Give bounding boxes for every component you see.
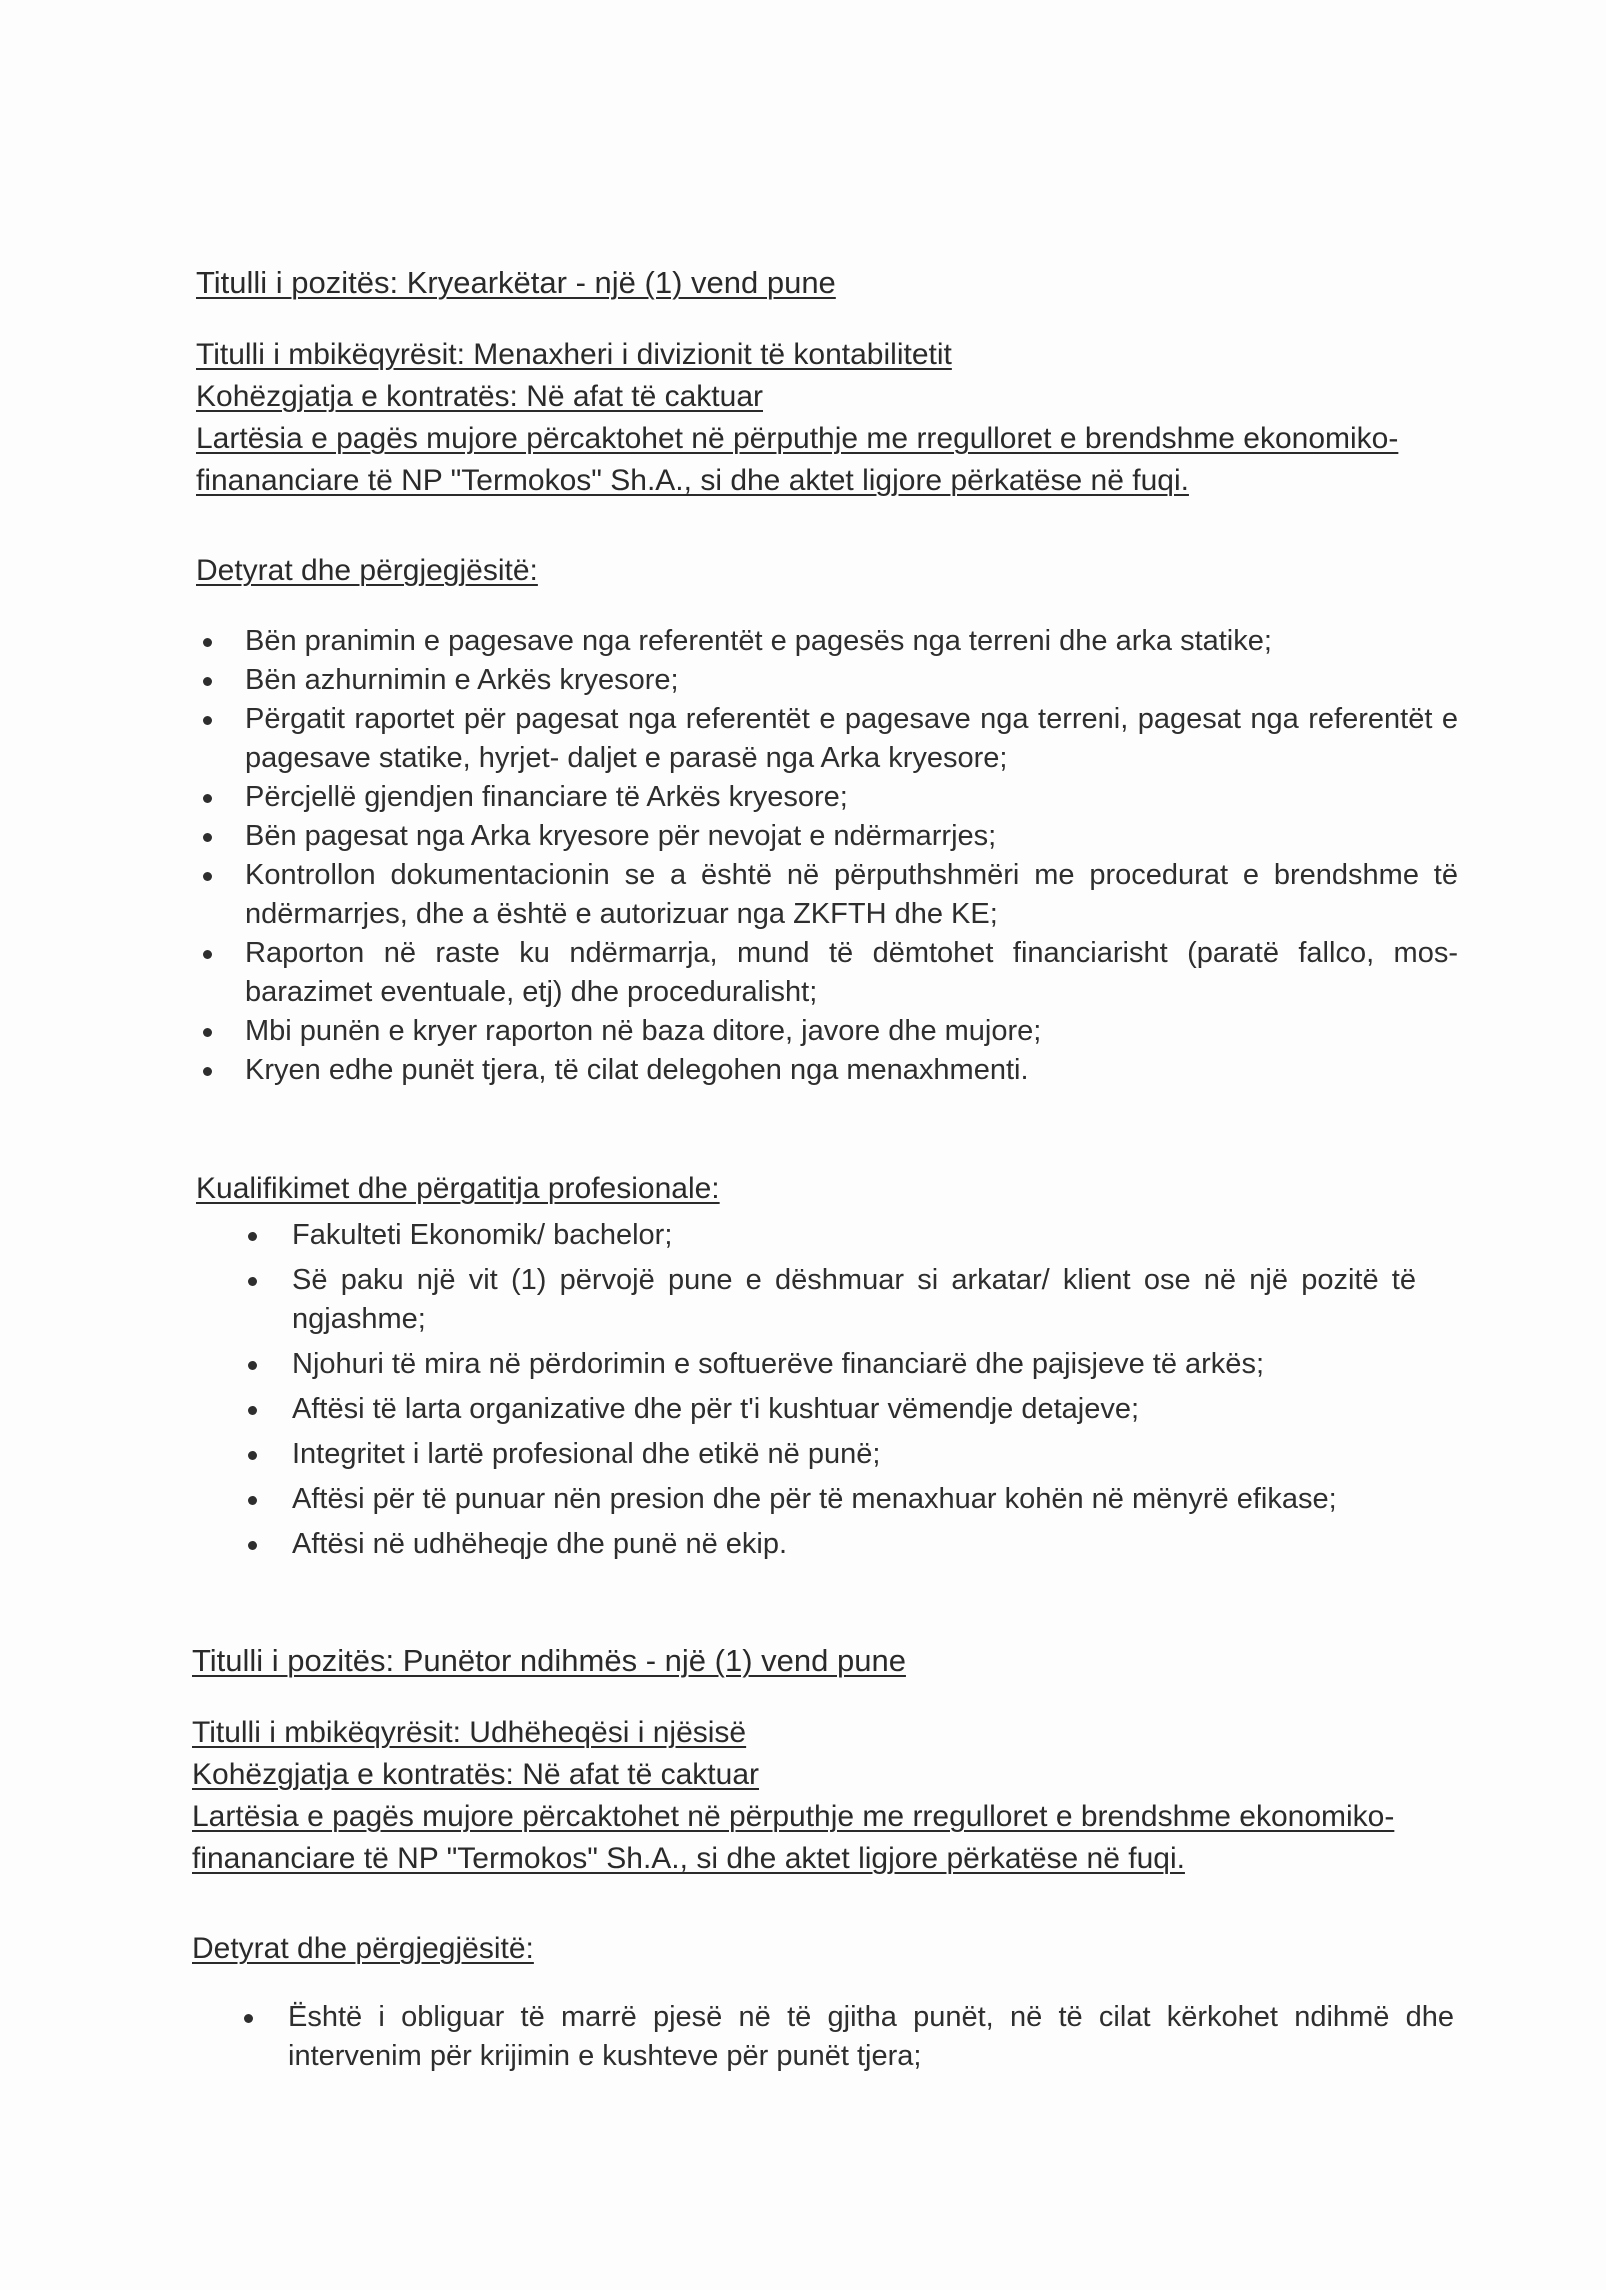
- position2-salary-line2: finananciare të NP "Termokos" Sh.A., si dhe aktet ligjore përkatëse në fuqi.: [192, 1842, 1185, 1875]
- position1-duties-heading-block: [196, 550, 1456, 592]
- position2-duration: Kohëzgjatja e kontratës: Në afat të caktuar: [192, 1758, 759, 1791]
- position1-salary-line2: finananciare të NP "Termokos" Sh.A., si dhe aktet ligjore përkatëse në fuqi.: [196, 464, 1189, 497]
- position2-duties-heading-block: [192, 1928, 1452, 1970]
- position2-duties-heading: Detyrat dhe përgjegjësitë:: [192, 1932, 534, 1965]
- position1-duties-list: [196, 622, 1458, 1090]
- position2-duties-list: [192, 1998, 1454, 2076]
- list-item: Përcjellë gjendjen financiare të Arkës kryesore;: [196, 778, 1458, 817]
- position1-salary-line1: Lartësia e pagës mujore përcaktohet në përputhje me rregulloret e brendshme ekonomiko-: [196, 422, 1399, 455]
- list-item: Së paku një vit (1) përvojë pune e dëshmuar si arkatar/ klient ose në një pozitë të ngjashme;: [196, 1261, 1416, 1339]
- list-item: Kontrollon dokumentacionin se a është në përputhshmëri me procedurat e brendshme të ndërmarrjes, dhe a është e autorizuar nga ZKFTH dhe KE;: [196, 856, 1458, 934]
- position1-supervisor: Titulli i mbikëqyrësit: Menaxheri i divizionit të kontabilitetit: [196, 338, 952, 371]
- position1-header: [196, 262, 1456, 304]
- list-item: Bën azhurnimin e Arkës kryesore;: [196, 661, 1458, 700]
- position1-quals-heading-block: [196, 1168, 1456, 1210]
- list-item: Raporton në raste ku ndërmarrja, mund të dëmtohet financiarisht (paratë fallco, mos-barazimet eventuale, etj) dhe proceduralisht;: [196, 934, 1458, 1012]
- list-item: Aftësi të larta organizative dhe për t'i kushtuar vëmendje detajeve;: [196, 1390, 1416, 1429]
- position1-duties-heading: Detyrat dhe përgjegjësitë:: [196, 554, 538, 587]
- position1-details: [196, 334, 1456, 502]
- list-item: Përgatit raportet për pagesat nga referentët e pagesave nga terreni, pagesat nga referentët e pagesave statike, hyrjet- daljet e parasë nga Arka kryesore;: [196, 700, 1458, 778]
- position2-duties-block: [192, 1998, 1454, 2076]
- position1-title: Titulli i pozitës: Kryearkëtar - një (1) vend pune: [196, 265, 836, 300]
- list-item: Integritet i lartë profesional dhe etikë në punë;: [196, 1435, 1416, 1474]
- position2-title: Titulli i pozitës: Punëtor ndihmës - një (1) vend pune: [192, 1643, 906, 1678]
- position2-supervisor: Titulli i mbikëqyrësit: Udhëheqësi i njësisë: [192, 1716, 747, 1749]
- list-item: Bën pagesat nga Arka kryesore për nevojat e ndërmarrjes;: [196, 817, 1458, 856]
- position1-quals-heading: Kualifikimet dhe përgatitja profesionale:: [196, 1172, 720, 1205]
- list-item: Aftësi për të punuar nën presion dhe për të menaxhuar kohën në mënyrë efikase;: [196, 1480, 1416, 1519]
- position2-salary-line1: Lartësia e pagës mujore përcaktohet në përputhje me rregulloret e brendshme ekonomiko-: [192, 1800, 1395, 1833]
- list-item: Bën pranimin e pagesave nga referentët e pagesës nga terreni dhe arka statike;: [196, 622, 1458, 661]
- position2-header: [192, 1640, 1452, 1682]
- position1-duties-block: [196, 622, 1458, 1090]
- list-item: Aftësi në udhëheqje dhe punë në ekip.: [196, 1525, 1416, 1564]
- list-item: Njohuri të mira në përdorimin e softuerëve financiarë dhe pajisjeve të arkës;: [196, 1345, 1416, 1384]
- list-item: Është i obliguar të marrë pjesë në të gjitha punët, në të cilat kërkohet ndihmë dhe intervenim për krijimin e kushteve për punët tjera;: [192, 1998, 1454, 2076]
- list-item: Kryen edhe punët tjera, të cilat delegohen nga menaxhmenti.: [196, 1051, 1458, 1090]
- position2-details: [192, 1712, 1452, 1880]
- position1-quals-list: [196, 1216, 1416, 1564]
- position1-quals-block: [196, 1216, 1416, 1564]
- position1-duration: Kohëzgjatja e kontratës: Në afat të caktuar: [196, 380, 763, 413]
- list-item: Fakulteti Ekonomik/ bachelor;: [196, 1216, 1416, 1255]
- list-item: Mbi punën e kryer raporton në baza ditore, javore dhe mujore;: [196, 1012, 1458, 1051]
